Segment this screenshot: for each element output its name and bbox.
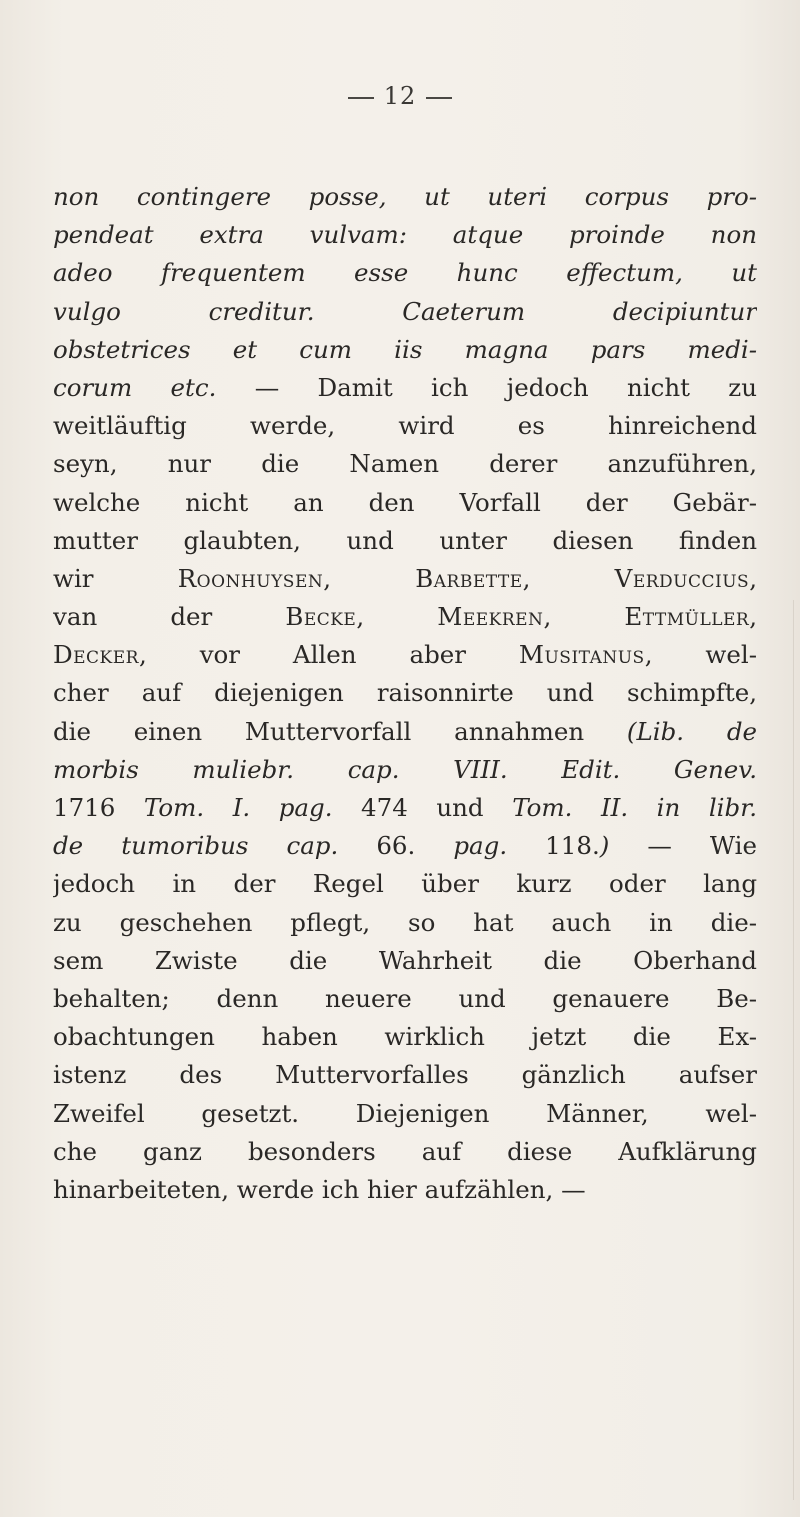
text-segment: pag.: [453, 831, 508, 861]
body-text: [53, 178, 757, 1209]
author-name: Ettmüller: [624, 602, 750, 632]
text-segment: , vor Allen aber: [138, 640, 519, 670]
page-edge-shadow: [793, 600, 794, 1500]
text-line: [53, 904, 757, 942]
author-name: Decker: [53, 640, 139, 670]
text-segment: Zweifel gesetzt. Diejenigen Männer, wel-: [53, 1098, 757, 1128]
text-line: [53, 636, 757, 674]
text-line: [53, 1133, 757, 1171]
author-name: Roonhuysen: [177, 563, 324, 593]
text-segment: adeo frequentem esse hunc effectum, ut: [53, 258, 757, 288]
text-line: [53, 178, 757, 216]
text-line: [53, 751, 757, 789]
text-line: [53, 1056, 757, 1094]
text-segment: ,: [749, 563, 757, 593]
text-line: [53, 560, 757, 598]
text-line: [53, 1018, 757, 1056]
text-line: [53, 1171, 757, 1209]
text-line: [53, 713, 757, 751]
text-segment: 1716: [53, 793, 144, 822]
text-segment: — Damit ich jedoch nicht zu: [216, 372, 757, 402]
text-line: [53, 369, 757, 407]
text-segment: cher auf diejenigen raisonnirte und schimpfte,: [53, 678, 757, 708]
text-line: [53, 827, 757, 865]
text-line: [53, 522, 757, 560]
header-dash-left: [348, 97, 374, 99]
text-segment: ,: [356, 602, 438, 632]
text-segment: pendeat extra vulvam: atque proinde non: [53, 220, 757, 250]
text-line: [53, 293, 757, 331]
text-line: [53, 598, 757, 636]
text-line: [53, 445, 757, 483]
text-segment: ,: [749, 602, 757, 632]
text-line: [53, 331, 757, 369]
text-segment: welche nicht an den Vorfall der Gebär-: [53, 487, 757, 517]
text-segment: ,: [543, 602, 625, 632]
text-segment: che ganz besonders auf diese Aufklärung: [53, 1136, 757, 1166]
text-segment: corum etc.: [53, 372, 217, 402]
text-segment: zu geschehen pflegt, so hat auch in die-: [53, 907, 757, 937]
text-line: [53, 407, 757, 445]
text-segment: non contingere posse, ut uteri corpus pro-: [53, 182, 757, 211]
author-name: Verduccius: [614, 563, 750, 593]
text-segment: ,: [323, 563, 416, 593]
text-segment: 474 und: [332, 793, 513, 822]
text-segment: 66.: [338, 831, 454, 861]
text-line: [53, 216, 757, 254]
author-name: Musitanus: [518, 640, 645, 670]
text-segment: van der: [53, 602, 286, 632]
text-segment: sem Zwiste die Wahrheit die Oberhand: [53, 945, 757, 975]
text-segment: istenz des Muttervorfalles gänzlich aufser: [53, 1060, 757, 1090]
author-name: Barbette: [415, 563, 523, 593]
text-line: [53, 674, 757, 712]
text-segment: jedoch in der Regel über kurz oder lang: [53, 869, 757, 899]
text-segment: vulgo creditur. Caeterum decipiuntur: [53, 296, 757, 326]
text-segment: — Wie: [609, 831, 757, 861]
text-segment: (Lib. de: [626, 716, 757, 746]
page-header: [0, 82, 800, 110]
text-line: [53, 254, 757, 292]
text-segment: morbis muliebr. cap. VIII. Edit. Genev.: [53, 754, 757, 784]
text-line: [53, 865, 757, 903]
author-name: Meekren: [437, 602, 544, 632]
text-line: [53, 1095, 757, 1133]
text-segment: ): [599, 831, 610, 861]
page-number: 12: [383, 82, 417, 110]
text-line: [53, 484, 757, 522]
text-line: [53, 942, 757, 980]
text-segment: ,: [522, 563, 615, 593]
text-segment: seyn, nur die Namen derer anzuführen,: [53, 449, 757, 479]
text-segment: die einen Muttervorfall annahmen: [53, 716, 627, 746]
text-segment: wir: [53, 563, 178, 593]
text-segment: de tumoribus cap.: [53, 831, 339, 861]
text-segment: , wel-: [644, 640, 757, 670]
header-dash-right: [426, 97, 452, 99]
text-segment: obachtungen haben wirklich jetzt die Ex-: [53, 1022, 757, 1052]
text-segment: hinarbeiteten, werde ich hier aufzählen, —: [53, 1174, 586, 1204]
text-segment: weitläuftig werde, wird es hinreichend: [53, 411, 757, 441]
text-segment: obstetrices et cum iis magna pars medi-: [53, 334, 757, 364]
text-segment: 118.: [507, 831, 600, 861]
text-segment: behalten; denn neuere und genauere Be-: [53, 983, 757, 1013]
text-segment: Tom. II. in libr.: [512, 793, 757, 822]
text-line: [53, 789, 757, 827]
text-segment: mutter glaubten, und unter diesen finden: [53, 525, 757, 555]
author-name: Becke: [285, 602, 357, 632]
text-segment: Tom. I. pag.: [143, 793, 333, 822]
text-line: [53, 980, 757, 1018]
